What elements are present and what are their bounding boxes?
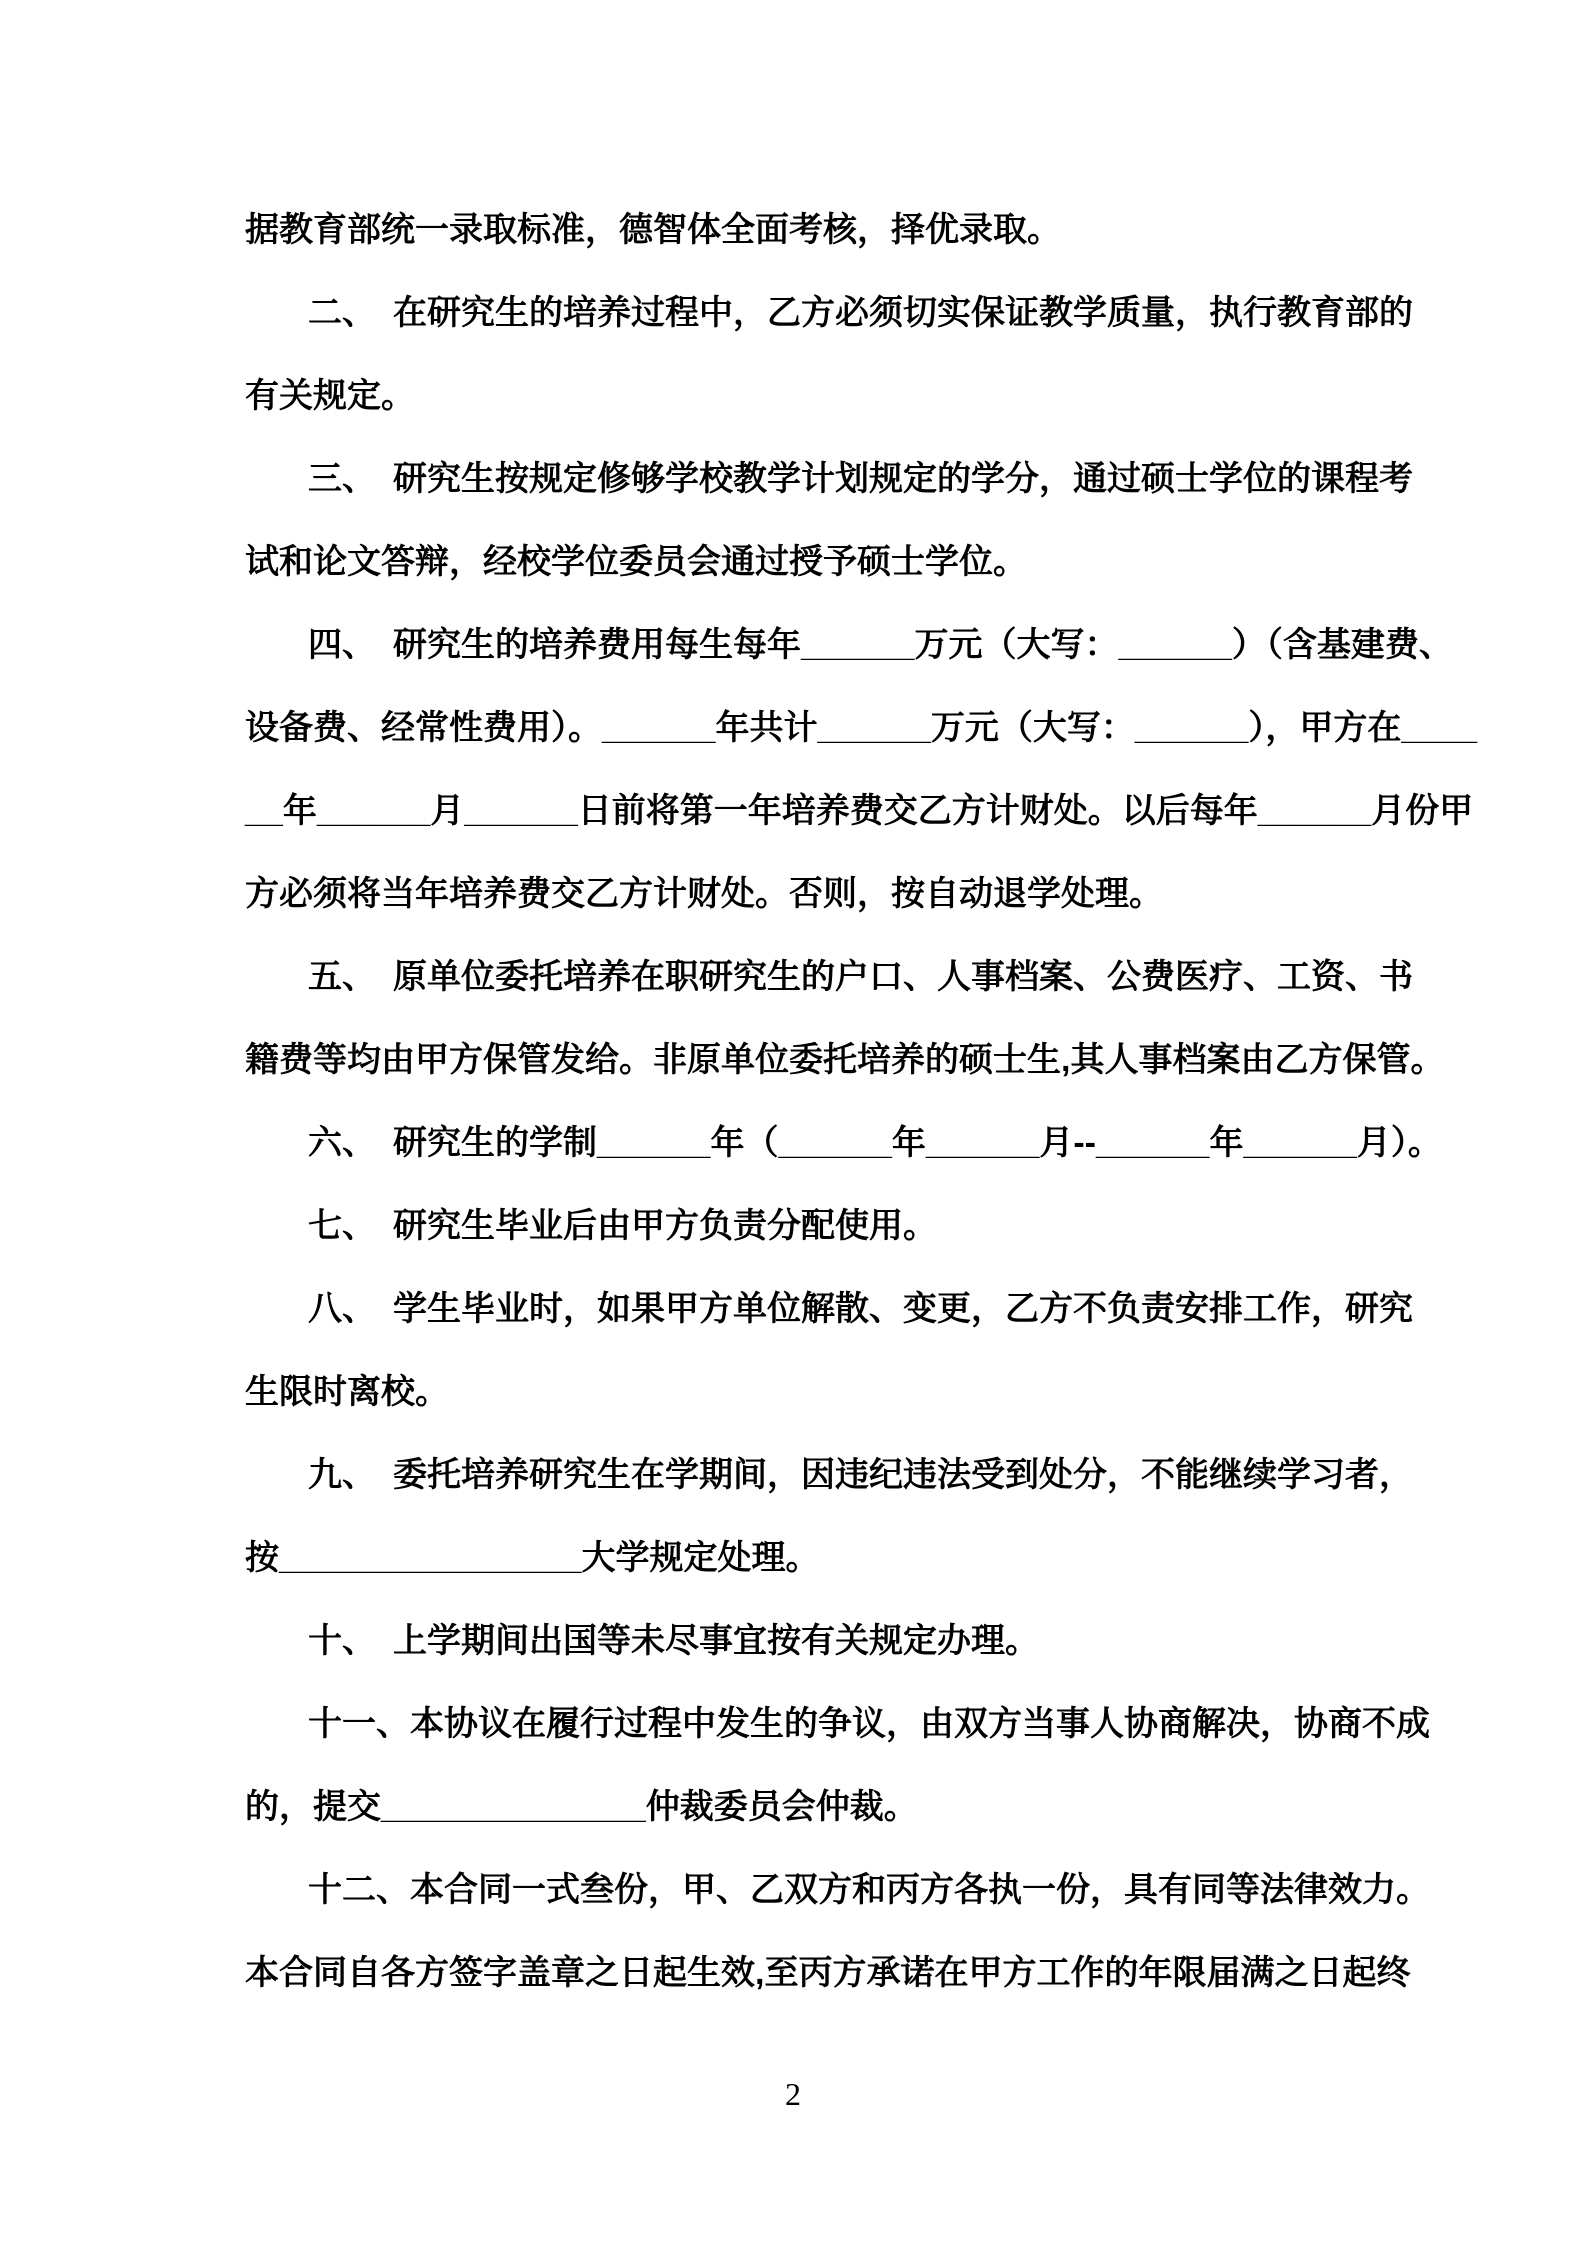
- text-line: 方必须将当年培养费交乙方计财处。否则，按自动退学处理。: [245, 875, 1163, 913]
- text-line: 十、 上学期间出国等未尽事宜按有关规定办理。: [308, 1622, 1039, 1660]
- text-line: 籍费等均由甲方保管发给。非原单位委托培养的硕士生,其人事档案由乙方保管。: [245, 1041, 1445, 1079]
- text-line: __年______月______日前将第一年培养费交乙方计财处。以后每年______月份甲: [245, 792, 1474, 830]
- text-line: 据教育部统一录取标准，德智体全面考核，择优录取。: [245, 211, 1061, 249]
- text-line: 三、 研究生按规定修够学校教学计划规定的学分，通过硕士学位的课程考: [308, 460, 1413, 498]
- text-line: 九、 委托培养研究生在学期间，因违纪违法受到处分，不能继续学习者，: [308, 1456, 1413, 1494]
- text-line: 试和论文答辩，经校学位委员会通过授予硕士学位。: [245, 543, 1027, 581]
- text-line: 按________________大学规定处理。: [245, 1539, 820, 1577]
- text-line: 六、 研究生的学制______年（______年______月--______年______月）。: [308, 1124, 1442, 1162]
- text-line: 十二、本合同一式叁份，甲、乙双方和丙方各执一份，具有同等法律效力。: [308, 1871, 1430, 1909]
- document-body: [245, 189, 1477, 2015]
- text-line: 二、 在研究生的培养过程中，乙方必须切实保证教学质量，执行教育部的: [308, 294, 1413, 332]
- text-line: 四、 研究生的培养费用每生每年______万元（大写：______）（含基建费、: [308, 626, 1453, 664]
- text-line: 八、 学生毕业时，如果甲方单位解散、变更，乙方不负责安排工作，研究: [308, 1290, 1413, 1328]
- text-line: 有关规定。: [245, 377, 415, 415]
- page-number: 2: [785, 2076, 801, 2112]
- text-line: 七、 研究生毕业后由甲方负责分配使用。: [308, 1207, 937, 1245]
- text-line: 设备费、经常性费用）。______年共计______万元（大写：______），甲方在____: [245, 709, 1477, 747]
- text-line: 本合同自各方签字盖章之日起生效,至丙方承诺在甲方工作的年限届满之日起终: [245, 1954, 1411, 1992]
- text-line: 五、 原单位委托培养在职研究生的户口、人事档案、公费医疗、工资、书: [308, 958, 1413, 996]
- text-line: 生限时离校。: [245, 1373, 449, 1411]
- text-line: 的，提交______________仲裁委员会仲裁。: [245, 1788, 918, 1826]
- text-line: 十一、本协议在履行过程中发生的争议，由双方当事人协商解决，协商不成: [308, 1705, 1430, 1743]
